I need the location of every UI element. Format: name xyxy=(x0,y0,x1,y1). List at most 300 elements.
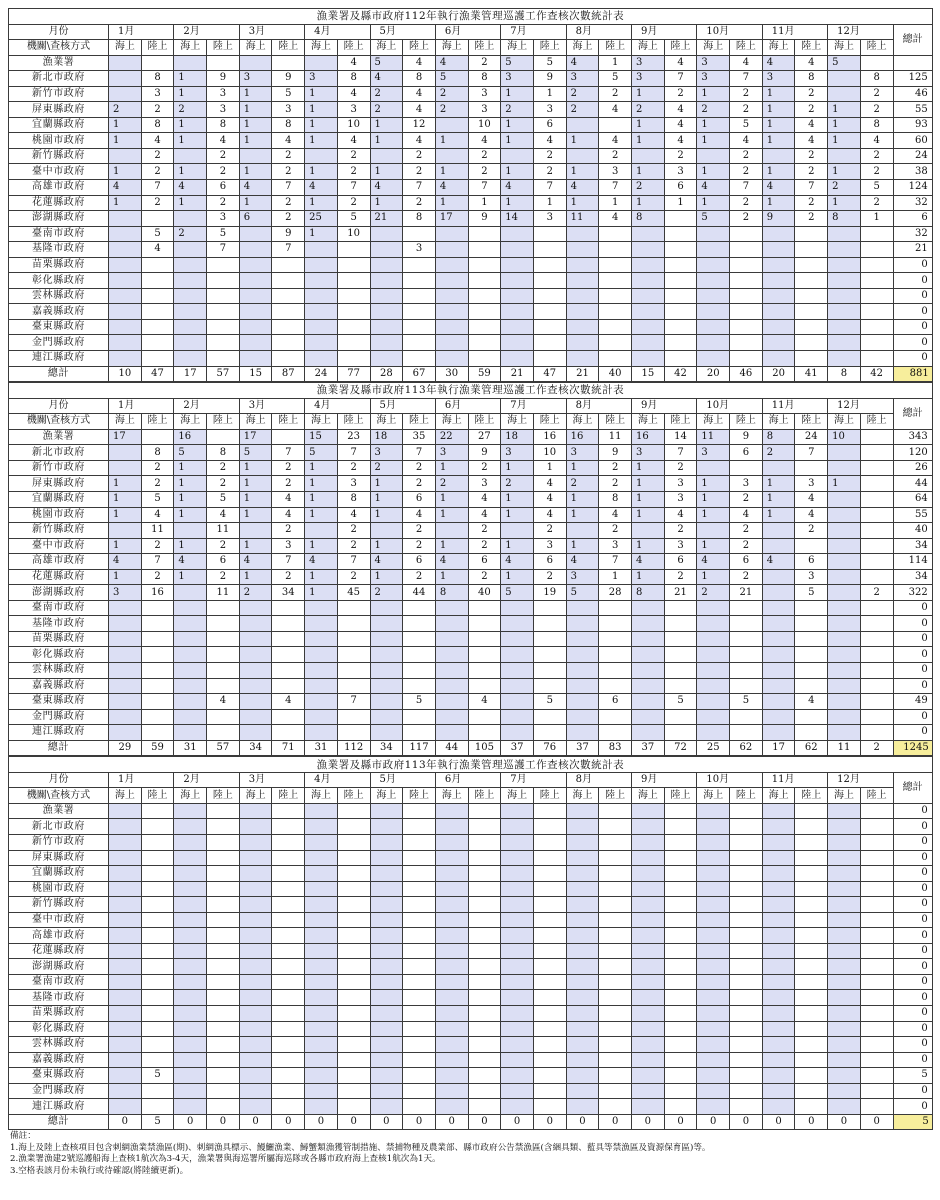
count-cell xyxy=(664,662,697,678)
count-cell xyxy=(272,850,305,866)
count-cell: 3 xyxy=(697,445,730,461)
count-cell xyxy=(860,662,893,678)
column-total: 34 xyxy=(370,740,403,756)
sea-header: 海上 xyxy=(109,40,142,56)
count-cell xyxy=(207,351,240,367)
count-cell: 2 xyxy=(730,491,763,507)
count-cell xyxy=(435,319,468,335)
stats-table-3 xyxy=(8,756,933,1130)
count-cell: 1 xyxy=(174,476,207,492)
count-cell xyxy=(370,647,403,663)
count-cell xyxy=(795,803,828,819)
method-header-row xyxy=(9,40,933,56)
count-cell xyxy=(828,445,861,461)
count-cell xyxy=(370,1099,403,1115)
count-cell xyxy=(272,1006,305,1022)
count-cell: 2 xyxy=(370,86,403,102)
count-cell: 2 xyxy=(337,569,370,585)
count-cell xyxy=(697,288,730,304)
count-cell xyxy=(207,1037,240,1053)
count-cell: 9 xyxy=(762,211,795,227)
count-cell xyxy=(533,226,566,242)
count-cell: 4 xyxy=(207,694,240,710)
count-cell: 2 xyxy=(174,226,207,242)
land-header: 陸上 xyxy=(533,40,566,56)
agency-row xyxy=(9,897,933,913)
column-total: 83 xyxy=(599,740,632,756)
count-cell xyxy=(370,834,403,850)
count-cell xyxy=(860,288,893,304)
column-total: 57 xyxy=(207,740,240,756)
count-cell xyxy=(174,1037,207,1053)
row-total: 0 xyxy=(893,819,932,835)
month-header: 11月 xyxy=(762,772,827,788)
agency-name: 新竹市政府 xyxy=(9,834,109,850)
count-cell xyxy=(239,226,272,242)
count-cell xyxy=(860,351,893,367)
count-cell xyxy=(109,912,142,928)
count-cell xyxy=(730,226,763,242)
count-cell xyxy=(501,257,534,273)
count-cell: 4 xyxy=(403,133,436,149)
count-cell xyxy=(207,662,240,678)
count-cell xyxy=(664,881,697,897)
count-cell xyxy=(435,1006,468,1022)
count-cell xyxy=(272,834,305,850)
column-total: 105 xyxy=(468,740,501,756)
count-cell: 7 xyxy=(599,554,632,570)
stats-table-2 xyxy=(8,382,933,756)
count-cell: 4 xyxy=(632,554,665,570)
sea-header: 海上 xyxy=(566,414,599,430)
agency-name: 雲林縣政府 xyxy=(9,662,109,678)
column-total: 42 xyxy=(860,366,893,382)
count-cell: 2 xyxy=(337,523,370,539)
sea-header: 海上 xyxy=(305,40,338,56)
count-cell: 7 xyxy=(730,180,763,196)
count-cell xyxy=(468,616,501,632)
row-total: 0 xyxy=(893,866,932,882)
count-cell xyxy=(174,1006,207,1022)
sea-header: 海上 xyxy=(828,40,861,56)
count-cell: 11 xyxy=(566,211,599,227)
count-cell xyxy=(566,803,599,819)
agency-name: 新北市政府 xyxy=(9,819,109,835)
count-cell xyxy=(468,943,501,959)
count-cell: 7 xyxy=(141,554,174,570)
count-cell: 1 xyxy=(305,117,338,133)
month-header: 12月 xyxy=(828,398,893,414)
count-cell: 1 xyxy=(501,569,534,585)
count-cell xyxy=(109,1052,142,1068)
count-cell xyxy=(109,709,142,725)
count-cell xyxy=(795,319,828,335)
count-cell: 44 xyxy=(403,585,436,601)
count-cell xyxy=(305,351,338,367)
sea-header: 海上 xyxy=(305,414,338,430)
count-cell: 9 xyxy=(468,211,501,227)
count-cell xyxy=(370,273,403,289)
month-header-label: 月份 xyxy=(9,398,109,414)
count-cell xyxy=(632,990,665,1006)
month-header: 10月 xyxy=(697,24,762,40)
column-total: 46 xyxy=(730,366,763,382)
land-header: 陸上 xyxy=(599,788,632,804)
row-total: 0 xyxy=(893,616,932,632)
count-cell xyxy=(566,257,599,273)
count-cell xyxy=(632,1068,665,1084)
count-cell xyxy=(828,662,861,678)
count-cell xyxy=(762,460,795,476)
sea-header: 海上 xyxy=(632,788,665,804)
agency-name: 宜蘭縣政府 xyxy=(9,117,109,133)
count-cell xyxy=(697,974,730,990)
count-cell xyxy=(239,1006,272,1022)
count-cell xyxy=(566,834,599,850)
count-cell xyxy=(272,928,305,944)
month-header-row xyxy=(9,772,933,788)
count-cell xyxy=(370,928,403,944)
count-cell xyxy=(305,319,338,335)
count-cell xyxy=(762,585,795,601)
count-cell: 2 xyxy=(599,523,632,539)
count-cell: 1 xyxy=(697,569,730,585)
count-cell: 3 xyxy=(664,164,697,180)
count-cell xyxy=(272,55,305,71)
count-cell: 1 xyxy=(109,164,142,180)
count-cell xyxy=(337,912,370,928)
count-cell xyxy=(533,819,566,835)
count-cell xyxy=(435,1021,468,1037)
count-cell xyxy=(730,974,763,990)
count-cell: 2 xyxy=(141,195,174,211)
count-cell: 2 xyxy=(403,460,436,476)
month-header: 2月 xyxy=(174,772,239,788)
count-cell xyxy=(174,273,207,289)
count-cell xyxy=(272,662,305,678)
month-header: 1月 xyxy=(109,772,174,788)
count-cell xyxy=(828,304,861,320)
count-cell: 18 xyxy=(501,429,534,445)
count-cell xyxy=(141,850,174,866)
count-cell xyxy=(370,335,403,351)
count-cell: 1 xyxy=(435,195,468,211)
month-header: 8月 xyxy=(566,772,631,788)
count-cell: 4 xyxy=(403,86,436,102)
agency-name: 基隆市政府 xyxy=(9,616,109,632)
count-cell: 5 xyxy=(435,71,468,87)
count-cell: 23 xyxy=(337,429,370,445)
row-total: 0 xyxy=(893,273,932,289)
count-cell xyxy=(533,1068,566,1084)
count-cell: 2 xyxy=(468,538,501,554)
count-cell: 1 xyxy=(632,195,665,211)
count-cell xyxy=(305,1021,338,1037)
count-cell: 4 xyxy=(730,133,763,149)
column-total: 21 xyxy=(501,366,534,382)
count-cell: 22 xyxy=(435,429,468,445)
row-total: 60 xyxy=(893,133,932,149)
count-cell: 4 xyxy=(762,554,795,570)
land-header: 陸上 xyxy=(468,40,501,56)
count-cell xyxy=(141,211,174,227)
count-cell xyxy=(272,335,305,351)
count-cell: 1 xyxy=(305,164,338,180)
count-cell xyxy=(468,974,501,990)
count-cell: 3 xyxy=(207,102,240,118)
count-cell xyxy=(566,226,599,242)
count-cell xyxy=(239,647,272,663)
agency-name: 臺東縣政府 xyxy=(9,319,109,335)
column-total: 0 xyxy=(109,1114,142,1130)
month-header: 5月 xyxy=(370,398,435,414)
count-cell: 5 xyxy=(141,226,174,242)
agency-name: 花蓮縣政府 xyxy=(9,195,109,211)
count-cell: 5 xyxy=(207,226,240,242)
count-cell xyxy=(860,959,893,975)
count-cell: 2 xyxy=(762,445,795,461)
count-cell: 1 xyxy=(239,102,272,118)
count-cell: 5 xyxy=(239,445,272,461)
count-cell xyxy=(305,928,338,944)
count-cell xyxy=(664,943,697,959)
count-cell xyxy=(435,912,468,928)
agency-row xyxy=(9,569,933,585)
count-cell xyxy=(860,709,893,725)
count-cell xyxy=(664,226,697,242)
count-cell: 2 xyxy=(599,86,632,102)
count-cell xyxy=(141,974,174,990)
count-cell xyxy=(435,1052,468,1068)
count-cell xyxy=(632,928,665,944)
count-cell: 1 xyxy=(239,133,272,149)
count-cell xyxy=(337,881,370,897)
count-cell: 4 xyxy=(795,117,828,133)
count-cell: 9 xyxy=(533,71,566,87)
month-header: 7月 xyxy=(501,398,566,414)
count-cell: 3 xyxy=(239,71,272,87)
row-total: 93 xyxy=(893,117,932,133)
count-cell xyxy=(860,476,893,492)
column-total: 0 xyxy=(762,1114,795,1130)
count-cell xyxy=(305,631,338,647)
land-header: 陸上 xyxy=(664,40,697,56)
count-cell xyxy=(730,616,763,632)
sea-header: 海上 xyxy=(697,40,730,56)
count-cell xyxy=(599,226,632,242)
count-cell: 1 xyxy=(305,195,338,211)
count-cell xyxy=(337,335,370,351)
count-cell xyxy=(174,647,207,663)
count-cell xyxy=(632,881,665,897)
count-cell xyxy=(141,803,174,819)
count-cell xyxy=(174,819,207,835)
count-cell xyxy=(468,662,501,678)
count-cell xyxy=(239,304,272,320)
count-cell xyxy=(697,850,730,866)
count-cell xyxy=(272,912,305,928)
count-cell xyxy=(566,850,599,866)
count-cell xyxy=(730,1083,763,1099)
totals-label: 總計 xyxy=(9,740,109,756)
count-cell xyxy=(141,600,174,616)
count-cell xyxy=(599,912,632,928)
count-cell xyxy=(305,335,338,351)
count-cell xyxy=(533,647,566,663)
month-header-row xyxy=(9,398,933,414)
count-cell xyxy=(664,257,697,273)
count-cell: 1 xyxy=(109,569,142,585)
count-cell: 1 xyxy=(632,117,665,133)
count-cell xyxy=(370,257,403,273)
count-cell: 2 xyxy=(403,164,436,180)
count-cell: 4 xyxy=(795,55,828,71)
count-cell xyxy=(632,1052,665,1068)
count-cell xyxy=(370,912,403,928)
count-cell: 3 xyxy=(501,445,534,461)
count-cell: 7 xyxy=(272,242,305,258)
count-cell xyxy=(828,569,861,585)
count-cell xyxy=(860,429,893,445)
column-total: 0 xyxy=(664,1114,697,1130)
count-cell: 1 xyxy=(109,538,142,554)
land-header: 陸上 xyxy=(795,788,828,804)
count-cell: 4 xyxy=(860,133,893,149)
count-cell xyxy=(828,928,861,944)
count-cell: 2 xyxy=(533,523,566,539)
count-cell xyxy=(501,1099,534,1115)
count-cell xyxy=(501,242,534,258)
sea-header: 海上 xyxy=(109,788,142,804)
count-cell xyxy=(795,538,828,554)
sea-header: 海上 xyxy=(305,788,338,804)
count-cell xyxy=(828,1083,861,1099)
count-cell xyxy=(141,1083,174,1099)
count-cell xyxy=(174,990,207,1006)
count-cell: 4 xyxy=(403,507,436,523)
count-cell xyxy=(141,928,174,944)
land-header: 陸上 xyxy=(403,40,436,56)
count-cell: 2 xyxy=(533,148,566,164)
count-cell xyxy=(109,725,142,741)
count-cell xyxy=(435,725,468,741)
count-cell: 2 xyxy=(664,523,697,539)
count-cell xyxy=(697,678,730,694)
count-cell xyxy=(207,1083,240,1099)
count-cell xyxy=(697,273,730,289)
count-cell xyxy=(337,1068,370,1084)
month-header: 12月 xyxy=(828,24,893,40)
count-cell: 7 xyxy=(730,71,763,87)
count-cell xyxy=(762,600,795,616)
count-cell: 1 xyxy=(109,195,142,211)
count-cell xyxy=(762,1037,795,1053)
count-cell xyxy=(141,304,174,320)
count-cell xyxy=(501,1006,534,1022)
agency-row xyxy=(9,1006,933,1022)
agency-name: 苗栗縣政府 xyxy=(9,631,109,647)
count-cell xyxy=(501,943,534,959)
row-total: 0 xyxy=(893,850,932,866)
count-cell xyxy=(370,1052,403,1068)
month-header: 3月 xyxy=(239,772,304,788)
count-cell xyxy=(795,819,828,835)
count-cell: 2 xyxy=(860,585,893,601)
count-cell: 34 xyxy=(272,585,305,601)
count-cell xyxy=(272,616,305,632)
count-cell xyxy=(403,273,436,289)
count-cell xyxy=(337,819,370,835)
land-header: 陸上 xyxy=(272,414,305,430)
agency-name: 漁業署 xyxy=(9,55,109,71)
count-cell: 2 xyxy=(860,164,893,180)
count-cell xyxy=(468,912,501,928)
agency-name: 新竹市政府 xyxy=(9,86,109,102)
count-cell xyxy=(697,242,730,258)
agency-row xyxy=(9,678,933,694)
count-cell: 4 xyxy=(599,102,632,118)
count-cell: 2 xyxy=(141,102,174,118)
count-cell xyxy=(599,117,632,133)
count-cell xyxy=(632,1021,665,1037)
count-cell: 2 xyxy=(795,164,828,180)
count-cell: 1 xyxy=(566,507,599,523)
count-cell: 1 xyxy=(239,476,272,492)
count-cell xyxy=(337,304,370,320)
count-cell: 6 xyxy=(239,211,272,227)
sea-header: 海上 xyxy=(632,40,665,56)
agency-name: 金門縣政府 xyxy=(9,709,109,725)
count-cell xyxy=(762,288,795,304)
count-cell xyxy=(370,725,403,741)
row-total: 124 xyxy=(893,180,932,196)
column-total: 31 xyxy=(174,740,207,756)
agency-name: 宜蘭縣政府 xyxy=(9,491,109,507)
count-cell xyxy=(207,631,240,647)
agency-row xyxy=(9,538,933,554)
count-cell xyxy=(730,631,763,647)
month-header: 9月 xyxy=(632,772,697,788)
count-cell: 1 xyxy=(305,507,338,523)
count-cell: 7 xyxy=(337,554,370,570)
count-cell xyxy=(370,990,403,1006)
month-header: 6月 xyxy=(435,398,500,414)
count-cell: 1 xyxy=(305,476,338,492)
land-header: 陸上 xyxy=(468,788,501,804)
count-cell xyxy=(566,974,599,990)
count-cell xyxy=(501,850,534,866)
count-cell xyxy=(468,1052,501,1068)
count-cell xyxy=(828,725,861,741)
count-cell xyxy=(697,662,730,678)
count-cell xyxy=(239,55,272,71)
month-header: 3月 xyxy=(239,24,304,40)
count-cell: 2 xyxy=(795,195,828,211)
count-cell: 5 xyxy=(828,55,861,71)
count-cell xyxy=(109,866,142,882)
count-cell xyxy=(828,335,861,351)
count-cell xyxy=(141,257,174,273)
count-cell xyxy=(795,678,828,694)
count-cell xyxy=(403,288,436,304)
count-cell xyxy=(501,1068,534,1084)
count-cell xyxy=(664,1006,697,1022)
count-cell xyxy=(174,335,207,351)
count-cell xyxy=(207,678,240,694)
count-cell xyxy=(632,1006,665,1022)
count-cell: 17 xyxy=(435,211,468,227)
count-cell xyxy=(501,148,534,164)
